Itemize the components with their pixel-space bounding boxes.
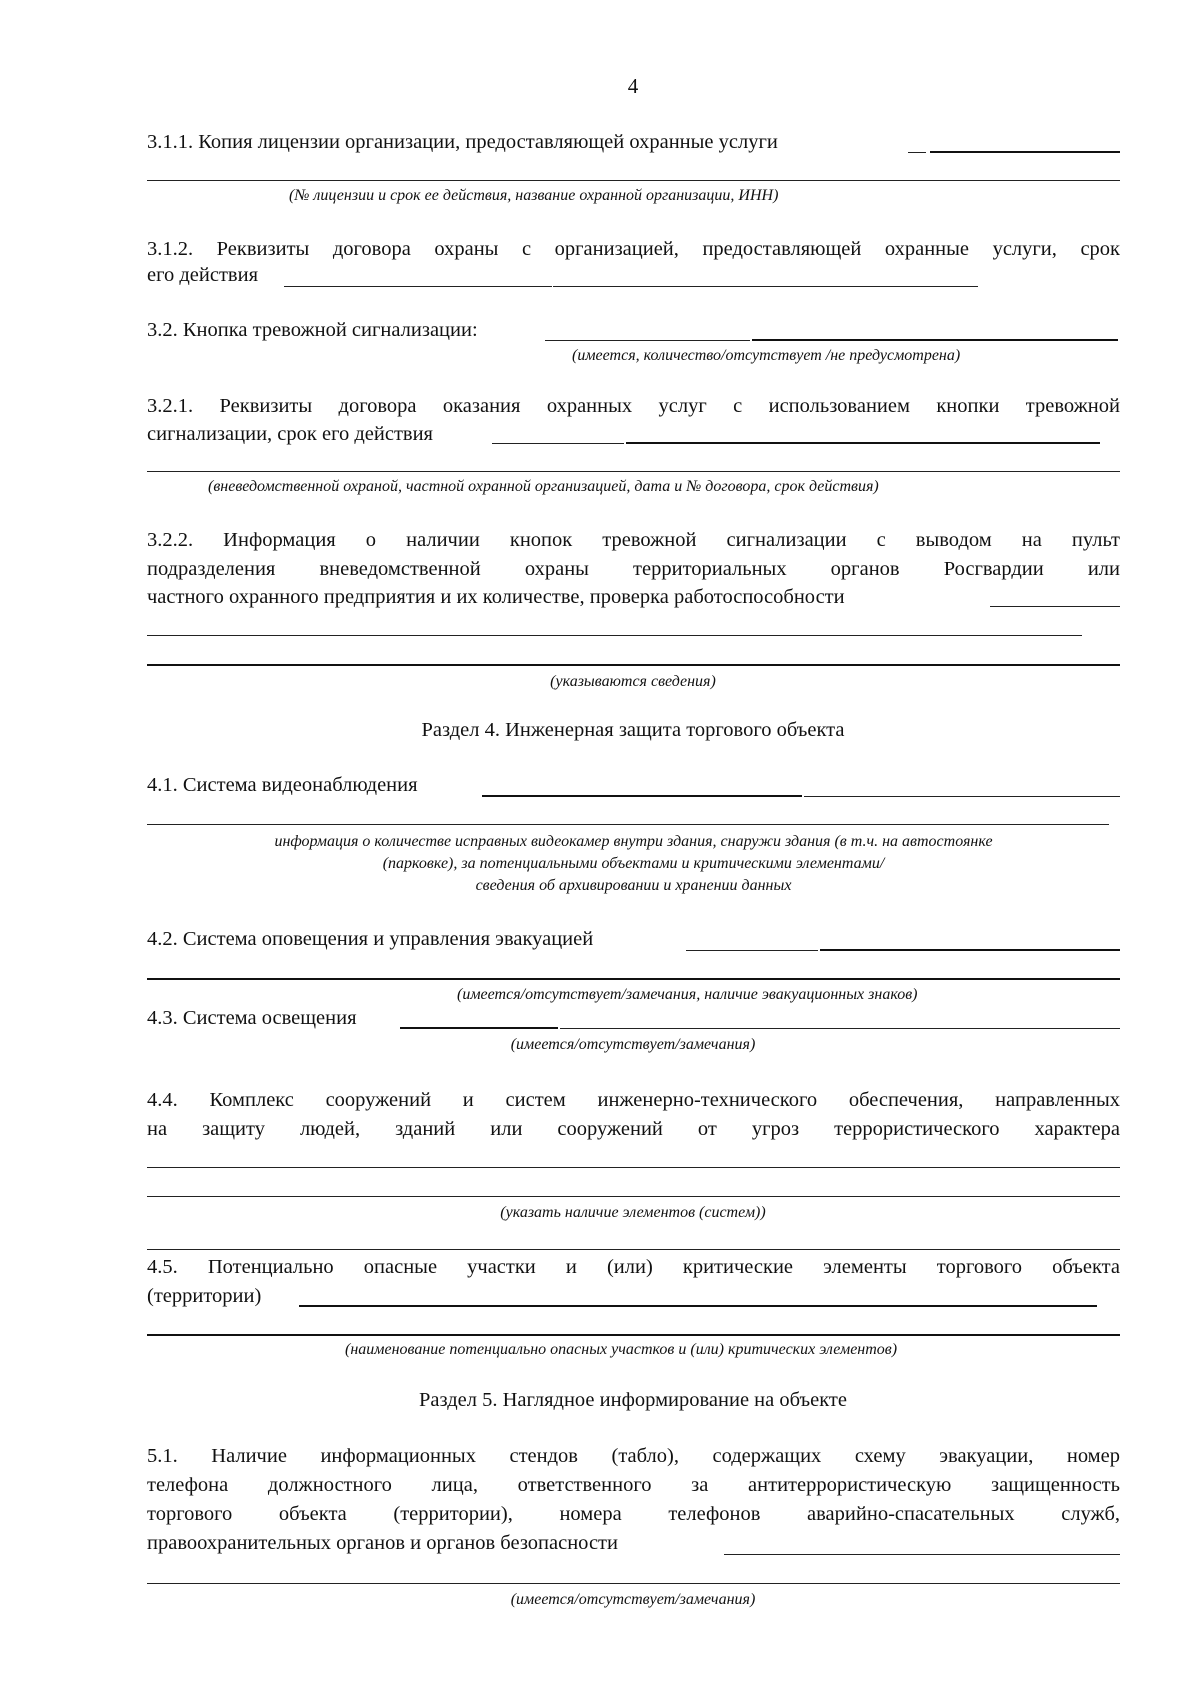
fill-line[interactable] [908, 152, 926, 153]
fill-line[interactable] [752, 339, 1118, 341]
page-number: 4 [627, 74, 639, 98]
item-3-2-label: 3.2. Кнопка тревожной сигнализации: [147, 319, 478, 341]
fill-line[interactable] [147, 180, 1120, 181]
item-4-4-line2: на защиту людей, зданий или сооружений от угроз террористического характера [147, 1118, 1120, 1140]
item-3-2-1-line2: сигнализации, срок его действия [147, 423, 433, 445]
item-3-2-2-line2: подразделения вневедомственной охраны территориальных органов Росгвардии или [147, 558, 1120, 580]
fill-line[interactable] [147, 978, 1120, 980]
fill-line[interactable] [147, 1196, 1120, 1197]
item-3-2-1-line1: 3.2.1. Реквизиты договора оказания охранных услуг с использованием кнопки тревожной [147, 395, 1120, 417]
fill-line[interactable] [147, 1583, 1120, 1584]
fill-line[interactable] [147, 1249, 1120, 1250]
item-3-2-2-line3: частного охранного предприятия и их количестве, проверка работоспособности [147, 586, 845, 608]
item-4-1-hint2: (парковке), за потенциальными объектами и критическими элементами/ [382, 855, 885, 872]
item-3-1-2-line2: его действия [147, 264, 259, 286]
item-3-1-1-label: 3.1.1. Копия лицензии организации, предоставляющей охранные услуги [147, 131, 778, 153]
item-4-1-hint1: информация о количестве исправных видеокамер внутри здания, снаружи здания (в т.ч. на автостоянке [274, 833, 993, 850]
item-4-3-hint: (имеется/отсутствует/замечания) [510, 1036, 756, 1053]
fill-line[interactable] [724, 1554, 1120, 1555]
item-4-5-line1: 4.5. Потенциально опасные участки и (или) критические элементы торгового объекта [147, 1256, 1120, 1278]
fill-line[interactable] [400, 1027, 558, 1029]
item-5-1-line2: телефона должностного лица, ответственного за антитеррористическую защищенность [147, 1474, 1120, 1496]
section-4-title: Раздел 4. Инженерная защита торгового объекта [421, 719, 845, 741]
fill-line[interactable] [492, 443, 624, 444]
fill-line[interactable] [147, 635, 1082, 636]
item-3-2-2-line1: 3.2.2. Информация о наличии кнопок тревожной сигнализации с выводом на пульт [147, 529, 1120, 551]
item-3-2-hint: (имеется, количество/отсутствует /не предусмотрена) [572, 347, 961, 364]
fill-line[interactable] [147, 471, 1120, 472]
item-4-4-hint: (указать наличие элементов (систем)) [500, 1204, 766, 1221]
item-4-1-hint3: сведения об архивировании и хранении данных [475, 877, 792, 894]
item-4-5-line2: (территории) [147, 1285, 262, 1307]
section-5-title: Раздел 5. Наглядное информирование на объекте [418, 1389, 847, 1411]
item-3-2-1-hint: (вневедомственной охраной, частной охранной организацией, дата и № договора, срок действия) [208, 478, 879, 495]
fill-line[interactable] [560, 1028, 1120, 1029]
fill-line[interactable] [147, 664, 1120, 666]
item-5-1-line3: торгового объекта (территории), номера телефонов аварийно-спасательных служб, [147, 1503, 1120, 1525]
fill-line[interactable] [147, 824, 1109, 825]
fill-line[interactable] [804, 796, 1120, 797]
fill-line[interactable] [626, 442, 1100, 444]
item-4-2-label: 4.2. Система оповещения и управления эвакуацией [147, 928, 594, 950]
item-4-4-line1: 4.4. Комплекс сооружений и систем инженерно-технического обеспечения, направленных [147, 1089, 1120, 1111]
fill-line[interactable] [820, 949, 1120, 951]
fill-line[interactable] [284, 286, 552, 287]
item-5-1-line4: правоохранительных органов и органов безопасности [147, 1532, 618, 1554]
item-4-2-hint: (имеется/отсутствует/замечания, наличие эвакуационных знаков) [457, 986, 918, 1003]
item-4-1-label: 4.1. Система видеонаблюдения [147, 774, 418, 796]
item-3-1-2-line1: 3.1.2. Реквизиты договора охраны с организацией, предоставляющей охранные услуги, срок [147, 238, 1120, 260]
item-5-1-line1: 5.1. Наличие информационных стендов (табло), содержащих схему эвакуации, номер [147, 1445, 1120, 1467]
fill-line[interactable] [147, 1334, 1120, 1336]
fill-line[interactable] [930, 151, 1120, 153]
fill-line[interactable] [299, 1305, 1097, 1307]
item-4-5-hint: (наименование потенциально опасных участков и (или) критических элементов) [345, 1341, 898, 1358]
fill-line[interactable] [990, 606, 1120, 607]
fill-line[interactable] [482, 795, 802, 797]
fill-line[interactable] [686, 950, 818, 951]
item-4-3-label: 4.3. Система освещения [147, 1007, 357, 1029]
fill-line[interactable] [553, 286, 978, 287]
item-3-1-1-hint: (№ лицензии и срок ее действия, название охранной организации, ИНН) [289, 187, 779, 204]
fill-line[interactable] [545, 340, 750, 341]
item-5-1-hint: (имеется/отсутствует/замечания) [510, 1591, 756, 1608]
item-3-2-2-hint: (указываются сведения) [550, 673, 716, 690]
fill-line[interactable] [147, 1167, 1120, 1168]
